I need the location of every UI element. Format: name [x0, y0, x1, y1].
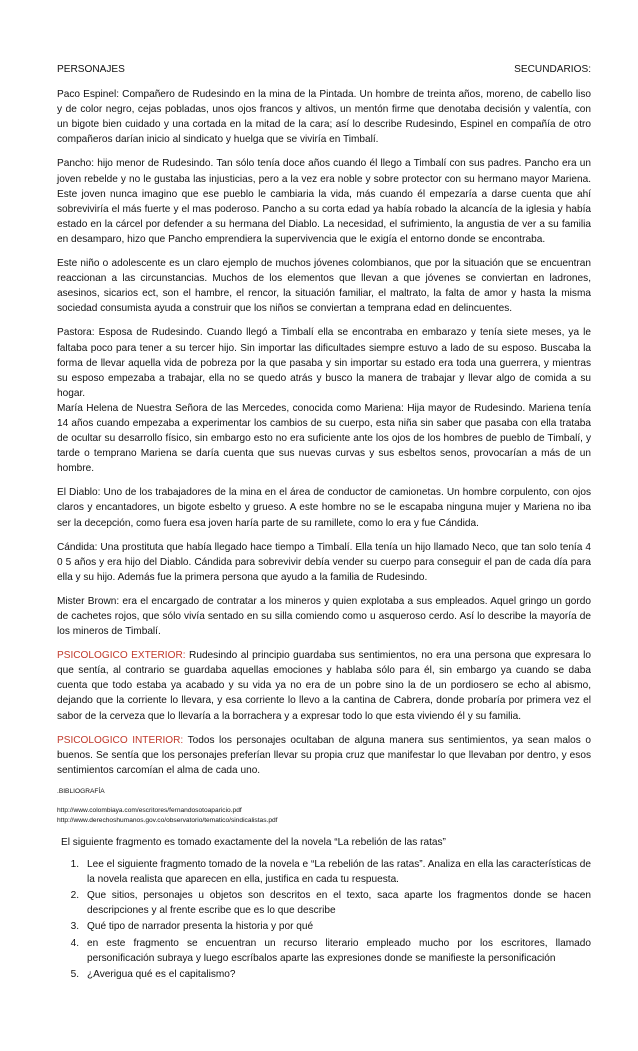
question-text: ¿Averigua qué es el capitalismo? [87, 968, 236, 980]
question-item [57, 936, 591, 966]
paragraph-mister-brown: Mister Brown: era el encargado de contratar a los mineros y quien explotaba a sus empleados. Aquel gringo un gordo de cachetes rojos, que sólo vivía sentado en su silla comiendo como u asqueroso cerdo. Así lo describe la mayoría de los mineros de Timbalí. [57, 595, 591, 638]
fragment-intro: El siguiente fragmento es tomado exactamente del la novela “La rebelión de las ratas” [61, 836, 446, 848]
paragraph-pancho: Pancho: hijo menor de Rudesindo. Tan sólo tenía doce años cuando él llego a Timbalí con sus padres. Pancho era un joven rebelde y no le gustaba las injusticias, pero a la vez era noble y sobre protector con su hermano mayor Mariena. Este joven nunca imagino que ese pueblo le cambiaria la vida, más cuando él empezaría a darse cuenta que ahí sobreviviría el más fuerte y el mas poderoso. Pancho a su corta edad ya había robado la alcancía de la iglesia y había estado en la cárcel por defender a su hermana del Diablo. La necesidad, el sufrimiento, la angustia de ver a su familia en desamparo, hizo que Pancho emprendiera la supervivencia que le exigía el entorno donde se encontraba. [57, 158, 591, 245]
question-text: Lee el siguiente fragmento tomado de la novela e “La rebelión de las ratas”. Analiza en ella las características de la novela realista que aparecen en ella, justifica en cada tu respuesta. [87, 859, 591, 886]
paragraph-el-diablo: El Diablo: Uno de los trabajadores de la mina en el área de conductor de camionetas. Un hombre corpulento, con ojos claros y encantadores, un bigote esbelto y grueso. A este hombre no se le escapaba ninguna mujer y Mariena no iba ser la decepción, como fuera esa joven haría parte de su ramillete, como lo era y fue Cándida. [57, 487, 591, 529]
paragraph-candida: Cándida: Una prostituta que había llegado hace tiempo a Timbalí. Ella tenía un hijo llamado Neco, que tan solo tenía 4 0 5 años y era hijo del Diablo. Cándida para sobrevivir debía vender su cuerpo para conseguir el pan de cada día para ella y su hijo. Además fue la primera persona que ayudo a la familia de Rudesindo. [57, 541, 591, 583]
label-psicologico-interior: PSICOLOGICO INTERIOR: [57, 734, 184, 746]
paragraph-mariena: María Helena de Nuestra Señora de las Mercedes, conocida como Mariena: Hija mayor de Rudesindo. Mariena tenía 14 años cuando empezaba a experimentar los cambios de su cuerpo, esta niña sin saber que pasaba con ella trataba de ocultar su desarrollo físico, sin embargo esto no era suficiente ante los ojos de los hombres de pueblo de Timbalí, y tarde o temprano Mariena se daría cuenta que sus nuevas curvas y sus esbeltos senos, provocarían a más de un hombre. [57, 402, 591, 475]
header-personajes: PERSONAJES [57, 64, 125, 75]
question-number: 5. [70, 968, 79, 980]
paragraph-paco-espinel: Paco Espinel: Compañero de Rudesindo en la mina de la Pintada. Un hombre de treinta años, moreno, de cabello liso y de color negro, cejas pobladas, unos ojos francos y altivos, un mentón firme que denotaba decisión y valentía, con un bigote bien cuidado y una cortada en la mitad de la cara; así lo describe Rudesindo, Espinel en compañía de otro compañeros darían inicio al sindicato y huelga que se viviría en Timbalí. [57, 89, 591, 146]
bibliografia-link[interactable]: http://www.colombiaya.com/escritores/fernandosotoaparicio.pdf [57, 806, 242, 814]
header-secundarios: SECUNDARIOS: [514, 64, 591, 75]
question-text: Qué tipo de narrador presenta la historia y por qué [87, 921, 314, 933]
document-page [57, 62, 591, 983]
question-number: 2. [70, 890, 79, 902]
paragraph-psicologico-exterior [57, 648, 591, 723]
question-item [57, 857, 591, 887]
text-psicologico-exterior: Rudesindo al principio guardaba sus sentimientos, no era una persona que expresara lo que sentía, al contrario se guardaba aquellas emociones y hablaba sólo para él, sin embargo ya cuando se daba cuenta que todo estaba ya acabado y su vida ya no era de un pobre sino la de un pordiosero se echo al abismo, dejando que la corriente lo llevara, y esa corriente lo llevo a la cantina de Cabrera, donde probaría por primera vez el sabor de la cerveza que lo llevaría a la borrachera y a expresar todo lo que esta viviendo él y su familia. [57, 650, 591, 722]
question-text: Que sitios, personajes u objetos son descritos en el texto, saca aparte los fragmentos donde se hacen descripciones y al frente escribe que es lo que describe [87, 890, 591, 917]
question-number: 3. [70, 921, 79, 933]
questions-list [57, 857, 591, 982]
bibliografia-title: .BIBLIOGRAFÍA [57, 787, 105, 795]
question-number: 4. [70, 937, 79, 949]
question-item [57, 919, 591, 934]
document-header [57, 62, 591, 77]
paragraph-nino-adolescente: Este niño o adolescente es un claro ejemplo de muchos jóvenes colombianos, que por la situación que se encuentran reaccionan a las circunstancias. Muchos de los elementos que llevan a que jóvenes se conviertan en ladrones, asesinos, sicarios ect, son el hambre, el rencor, la situación familiar, el maltrato, la falta de amor y hasta la misma sociedad consumista ayuda a construir que los niños se conviertan a temprana edad en delincuentes. [57, 258, 591, 315]
bibliografia-list [57, 806, 591, 826]
text-psicologico-interior: Todos los personajes ocultaban de alguna manera sus sentimientos, ya sean malos o buenos. Se sentía que los personajes preferían llevar su propia cruz que manifestar lo que llevaban por dentro, y esos sentimientos carcomían el alma de cada uno. [57, 734, 591, 776]
question-number: 1. [70, 859, 79, 871]
question-text: en este fragmento se encuentran un recurso literario empleado mucho por los escritores, llamado personificación subraya y luego escríbalos aparte las expresiones donde se manifieste la personificación [87, 937, 591, 964]
question-item [57, 967, 591, 982]
paragraph-pastora: Pastora: Esposa de Rudesindo. Cuando llegó a Timbalí ella se encontraba en embarazo y tenía siete meses, ya le faltaba poco para tener a su tercer hijo. Sin importar las dificultades siempre estuvo a lado de su esposo. Buscaba la forma de llevar aquella vida de pobreza por la que pasaba y sin importar su estado era toda una guerrera, y mientras su esposo empezaba a trabajar, ella no se quedo atrás y busco la manera de trabajar y llevar algo de comida a su hogar. [57, 327, 591, 399]
question-item [57, 888, 591, 918]
bibliografia-link[interactable]: http://www.derechoshumanos.gov.co/observatorio/tematico/sindicalistas.pdf [57, 816, 278, 824]
label-psicologico-exterior: PSICOLOGICO EXTERIOR: [57, 650, 186, 662]
paragraph-psicologico-interior [57, 733, 591, 778]
